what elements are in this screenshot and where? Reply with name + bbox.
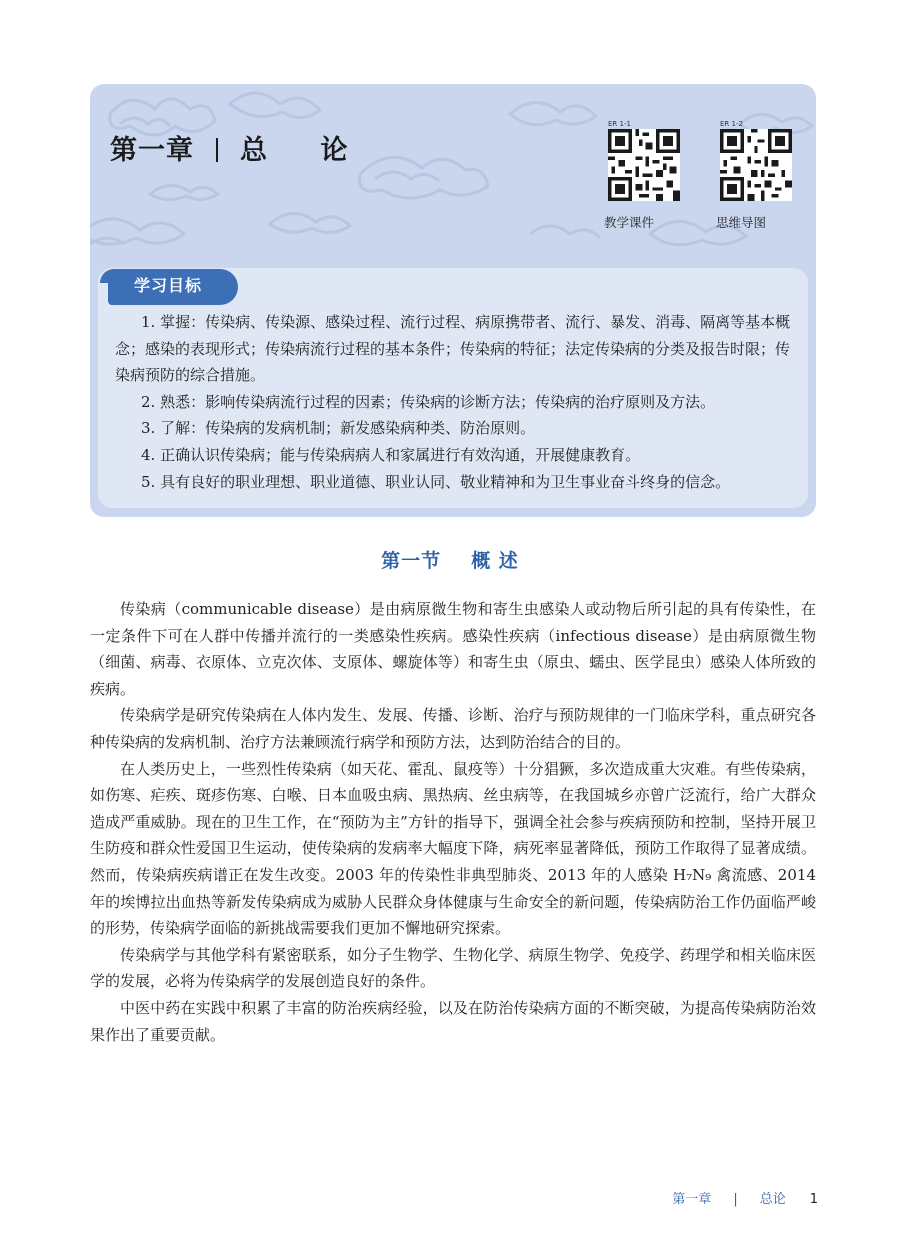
qr-code-icon[interactable] <box>720 129 792 201</box>
chapter-name: 总 论 <box>240 135 370 166</box>
learning-objectives-list <box>115 309 799 495</box>
objective-item: 1. 掌握：传染病、传染源、感染过程、流行过程、病原携带者、流行、暴发、消毒、隔离等基本概念；感染的表现形式；传染病流行过程的基本条件；传染病的特征；法定传染病的分类及报告时限；传染病预防的综合措施。 <box>115 313 791 385</box>
page-number: 1 <box>809 1192 818 1207</box>
objective-item: 5. 具有良好的职业理想、职业道德、职业认同、敬业精神和为卫生事业奋斗终身的信念。 <box>141 472 731 491</box>
qr-code-mindmap[interactable] <box>716 120 800 231</box>
learning-objectives-tab <box>108 269 238 305</box>
qr-code-label: 教学课件 <box>604 215 655 230</box>
objective-item: 4. 正确认识传染病；能与传染病病人和家属进行有效沟通，开展健康教育。 <box>141 445 641 464</box>
title-divider <box>216 138 218 162</box>
qr-code-tag: ER 1-1 <box>608 120 631 128</box>
paragraph: 传染病（communicable disease）是由病原微生物和寄生虫感染人或动物后所引起的具有传染性，在一定条件下可在人群中传播并流行的一类感染性疾病。感染性疾病（infectious disease）是由病原微生物（细菌、病毒、衣原体、立克次体、支原体、螺旋体等）和寄生虫（原虫、蠕虫、医学昆虫）感染人体所致的疾病。 <box>90 600 816 698</box>
footer-separator: | <box>733 1192 738 1207</box>
page-footer <box>672 1188 818 1207</box>
objective-item: 2. 熟悉：影响传染病流行过程的因素；传染病的诊断方法；传染病的治疗原则及方法。 <box>141 392 716 411</box>
learning-objectives-heading: 学习目标 <box>134 276 203 295</box>
chapter-title <box>110 128 369 167</box>
footer-chapter-name: 总论 <box>759 1192 786 1207</box>
section-title: 概 述 <box>471 550 519 572</box>
paragraph: 传染病学是研究传染病在人体内发生、发展、传播、诊断、治疗与预防规律的一门临床学科，重点研究各种传染病的发病机制、治疗方法兼顾流行病学和预防方法，达到防治结合的目的。 <box>90 706 816 751</box>
qr-code-tag: ER 1-2 <box>720 120 743 128</box>
section-heading <box>0 546 900 573</box>
qr-code-courseware[interactable] <box>604 120 688 231</box>
paragraph: 在人类历史上，一些烈性传染病（如天花、霍乱、鼠疫等）十分猖獗，多次造成重大灾难。有些传染病，如伤寒、疟疾、斑疹伤寒、白喉、日本血吸虫病、黑热病、丝虫病等，在我国城乡亦曾广泛流行，给广大群众造成严重威胁。现在的卫生工作，在“预防为主”方针的指导下，强调全社会参与疾病预防和控制，坚持开展卫生防疫和群众性爱国卫生运动，使传染病的发病率大幅度下降，病死率显著降低，预防工作取得了显著成绩。然而，传染病疾病谱正在发生改变。2003 年的传染性非典型肺炎、2013 年的人感染 H₇N₉ 禽流感、2014 年的埃博拉出血热等新发传染病成为威胁人民群众身体健康与生命安全的新问题，传染病防治工作仍面临严峻的形势，传染病学面临的新挑战需要我们更加不懈地研究探索。 <box>90 759 816 938</box>
section-number: 第一节 <box>381 550 442 572</box>
body-text <box>90 596 816 1048</box>
qr-code-label: 思维导图 <box>716 215 767 230</box>
qr-code-icon[interactable] <box>608 129 680 201</box>
footer-chapter: 第一章 <box>672 1192 712 1207</box>
chapter-header-panel <box>90 84 816 517</box>
paragraph: 中医中药在实践中积累了丰富的防治疾病经验，以及在防治传染病方面的不断突破，为提高传染病防治效果作出了重要贡献。 <box>90 998 816 1044</box>
chapter-number: 第一章 <box>110 135 194 166</box>
objective-item: 3. 了解：传染病的发病机制；新发感染病种类、防治原则。 <box>141 419 536 438</box>
paragraph: 传染病学与其他学科有紧密联系，如分子生物学、生物化学、病原生物学、免疫学、药理学和相关临床医学的发展，必将为传染病学的发展创造良好的条件。 <box>90 945 816 991</box>
